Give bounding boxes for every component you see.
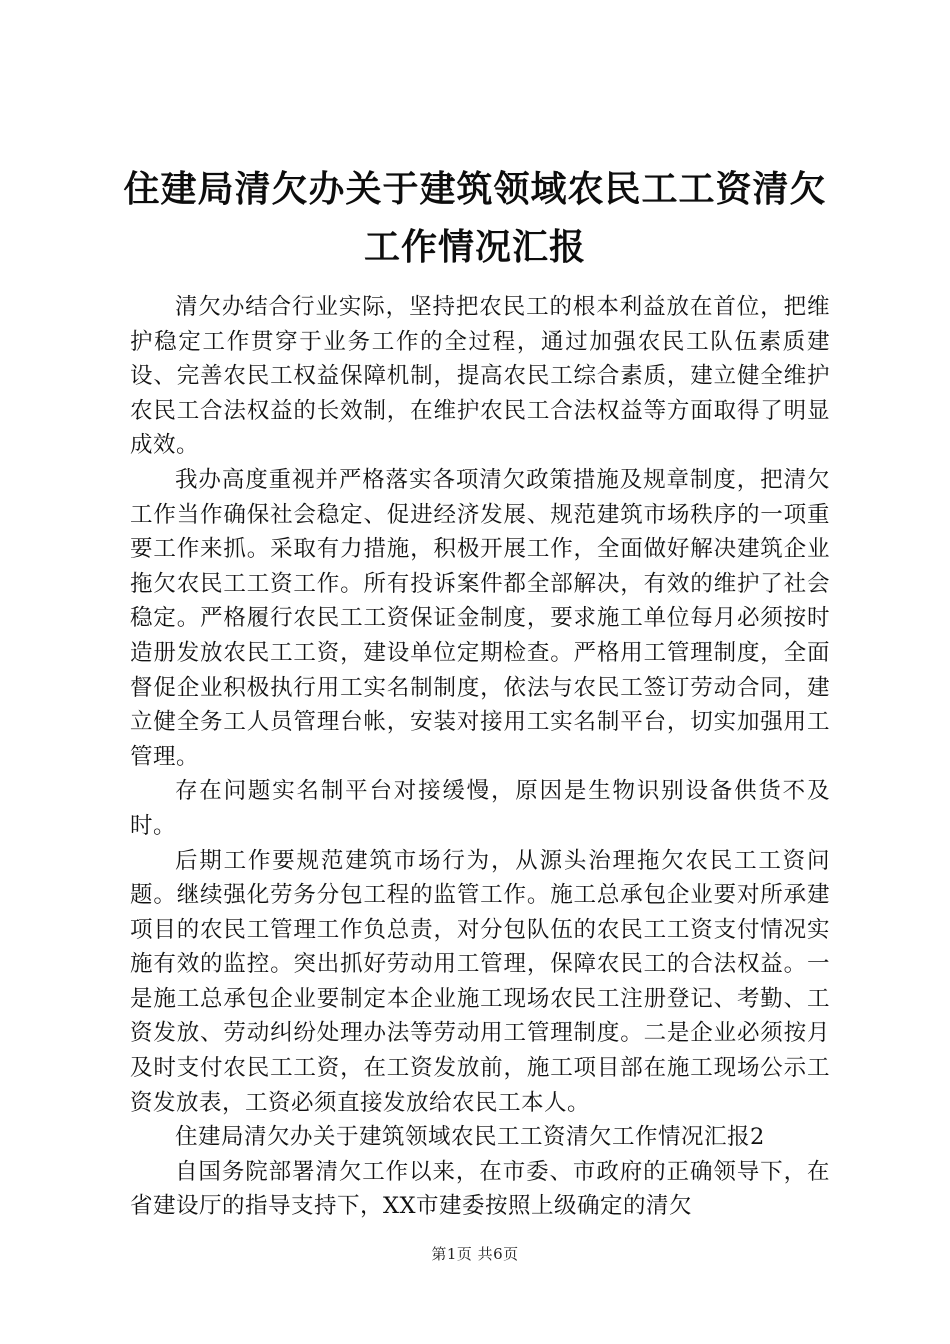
document-body: [130, 290, 830, 1224]
document-title: 住建局清欠办关于建筑领域农民工工资清欠工作情况汇报: [123, 168, 827, 268]
page-footer: 第1页 共6页: [431, 1245, 519, 1263]
paragraph-3: 存在问题实名制平台对接缓慢，原因是生物识别设备供货不及时。: [130, 778, 830, 839]
paragraph-4: 后期工作要规范建筑市场行为，从源头治理拖欠农民工工资问题。继续强化劳务分包工程的监管工作。施工总承包企业要对所承建项目的农民工管理工作负总责，对分包队伍的农民工工资支付情况实施有效的监控。突出抓好劳动用工管理，保障农民工的合法权益。一是施工总承包企业要制定本企业施工现场农民工注册登记、考勤、工资发放、劳动纠纷处理办法等劳动用工管理制度。二是企业必须按月及时支付农民工工资，在工资发放前，施工项目部在施工现场公示工资发放表，工资必须直接发放给农民工本人。: [130, 847, 830, 1116]
paragraph-5-heading: 住建局清欠办关于建筑领域农民工工资清欠工作情况汇报2: [175, 1124, 765, 1151]
paragraph-6: 自国务院部署清欠工作以来，在市委、市政府的正确领导下，在省建设厅的指导支持下，XX市建委按照上级确定的清欠: [130, 1158, 830, 1220]
paragraph-1: 清欠办结合行业实际，坚持把农民工的根本利益放在首位，把维护稳定工作贯穿于业务工作的全过程，通过加强农民工队伍素质建设、完善农民工权益保障机制，提高农民工综合素质，建立健全维护农民工合法权益的长效制，在维护农民工合法权益等方面取得了明显成效。: [130, 294, 830, 459]
paragraph-2: 我办高度重视并严格落实各项清欠政策措施及规章制度，把清欠工作当作确保社会稳定、促进经济发展、规范建筑市场秩序的一项重要工作来抓。采取有力措施，积极开展工作，全面做好解决建筑企业拖欠农民工工资工作。所有投诉案件都全部解决，有效的维护了社会稳定。严格履行农民工工资保证金制度，要求施工单位每月必须按时造册发放农民工工资，建设单位定期检查。严格用工管理制度，全面督促企业积极执行用工实名制制度，依法与农民工签订劳动合同，建立健全务工人员管理台帐，安装对接用工实名制平台，切实加强用工管理。: [130, 466, 830, 770]
